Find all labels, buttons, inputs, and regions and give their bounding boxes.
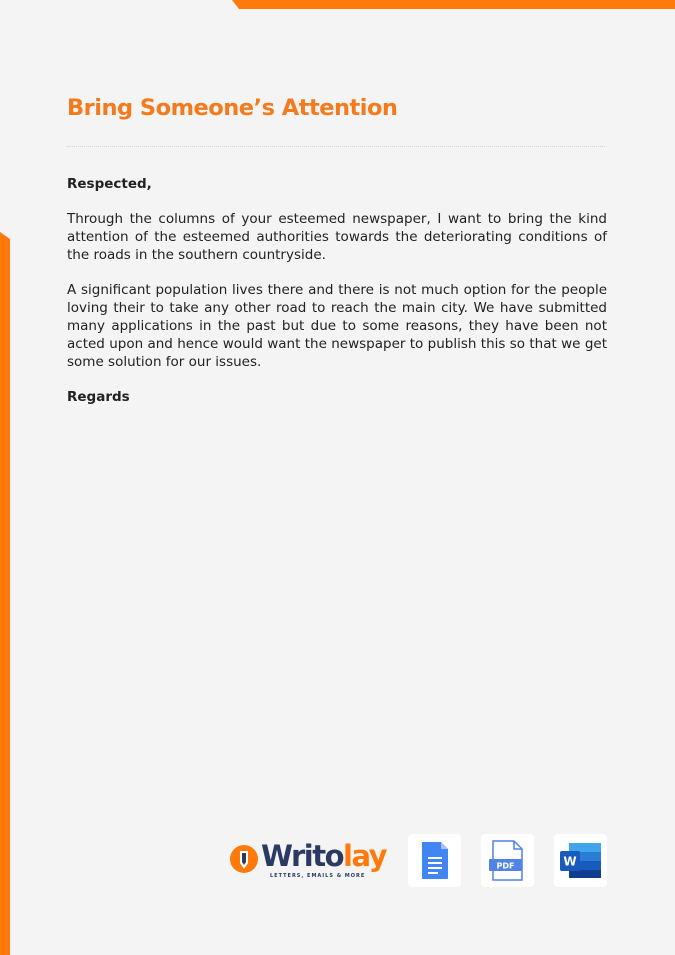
side-accent-bar xyxy=(0,232,10,955)
salutation: Respected, xyxy=(67,176,152,192)
google-docs-button[interactable] xyxy=(408,834,461,887)
letter-paragraph: Through the columns of your esteemed newspaper, I want to bring the kind attention of the esteemed authorities towards the deteriorating conditions of the roads in the southern countryside. xyxy=(67,211,607,263)
pdf-label: PDF xyxy=(496,861,515,871)
logo-name-part2: lay xyxy=(343,839,387,873)
letter-body xyxy=(67,175,607,406)
title-divider xyxy=(67,146,605,147)
top-accent-bar xyxy=(232,0,675,9)
logo-name-part1: Writo xyxy=(261,839,344,873)
writolay-logo[interactable] xyxy=(230,839,387,882)
logo-tagline: LETTERS, EMAILS & MORE xyxy=(270,873,366,879)
pdf-download-button[interactable] xyxy=(481,834,534,887)
microsoft-word-icon xyxy=(554,834,607,887)
pencil-icon xyxy=(230,845,258,873)
page-title: Bring Someone’s Attention xyxy=(67,95,398,121)
letter-paragraph: A significant population lives there and there is not much option for the people loving their to take any other road to reach the main city. We have submitted many applications in the past but due to some reasons, they have been not acted upon and hence would want the newspaper to publish this so that we get some solution for our issues. xyxy=(67,282,607,370)
google-docs-icon xyxy=(408,834,461,887)
pdf-file-icon xyxy=(481,834,534,887)
closing: Regards xyxy=(67,389,130,405)
word-download-button[interactable] xyxy=(554,834,607,887)
word-label: W xyxy=(563,854,577,869)
